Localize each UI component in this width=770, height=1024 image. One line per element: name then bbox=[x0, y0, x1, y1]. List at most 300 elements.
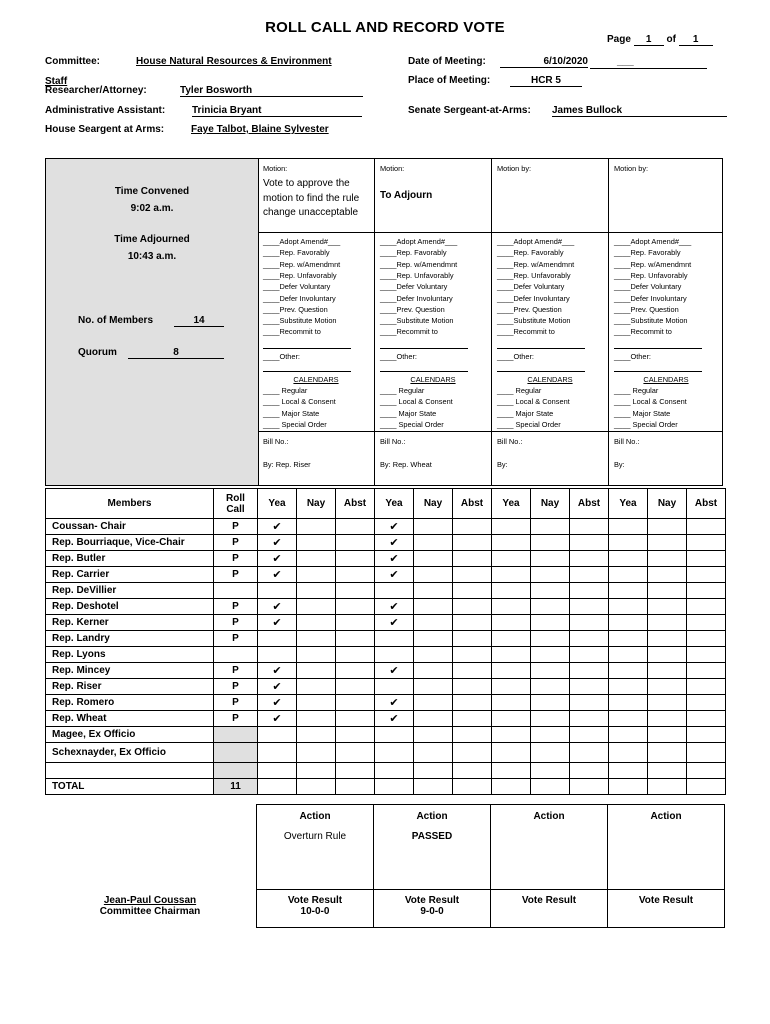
vote-cell bbox=[336, 711, 375, 727]
motion-option: ____Rep. w/Amendmnt bbox=[263, 259, 341, 269]
bill-label: Bill No.: bbox=[263, 437, 289, 446]
vote-cell bbox=[609, 599, 648, 615]
vote-cell bbox=[414, 631, 453, 647]
vote-cell: ✔ bbox=[375, 615, 414, 631]
other-line bbox=[497, 371, 585, 372]
calendar-option: ____ Major State bbox=[380, 408, 437, 418]
table-row bbox=[46, 743, 726, 763]
committee-label: Committee: bbox=[45, 56, 101, 67]
motion-by: By: bbox=[497, 460, 508, 469]
vote-cell bbox=[531, 567, 570, 583]
motion-option: ____Adopt Amend#___ bbox=[380, 237, 458, 246]
vote-cell bbox=[336, 663, 375, 679]
roll-call-cell bbox=[214, 727, 258, 743]
vote-cell bbox=[336, 567, 375, 583]
vote-cell bbox=[531, 679, 570, 695]
vote-table bbox=[45, 488, 726, 795]
other-option: ____Other: bbox=[614, 352, 651, 361]
other-option: ____Other: bbox=[380, 352, 417, 361]
vote-cell bbox=[414, 583, 453, 599]
vote-cell bbox=[609, 615, 648, 631]
motion-option: ____Defer Involuntary bbox=[614, 293, 687, 303]
vote-cell: ✔ bbox=[258, 551, 297, 567]
bill-label: Bill No.: bbox=[497, 437, 523, 446]
vote-cell bbox=[258, 727, 297, 743]
vote-cell bbox=[453, 663, 492, 679]
recommit-line bbox=[614, 348, 702, 349]
convened-value: 9:02 a.m. bbox=[130, 203, 174, 214]
vote-cell bbox=[648, 583, 687, 599]
vote-cell bbox=[336, 519, 375, 535]
member-name: Rep. Mincey bbox=[46, 663, 214, 679]
motion-option: ____Substitute Motion bbox=[614, 316, 688, 326]
vote-cell bbox=[453, 711, 492, 727]
vote-cell bbox=[453, 695, 492, 711]
motion-option: ____Rep. Unfavorably bbox=[380, 270, 454, 280]
motion-text: Vote to approve the motion to find the rule change unacceptable bbox=[263, 178, 360, 218]
vote-cell bbox=[531, 743, 570, 763]
vote-cell bbox=[492, 535, 531, 551]
other-line bbox=[380, 371, 468, 372]
vote-cell bbox=[375, 679, 414, 695]
vote-cell bbox=[648, 631, 687, 647]
total-cell bbox=[258, 779, 297, 795]
member-name: Magee, Ex Officio bbox=[46, 727, 214, 743]
motion-by: By: bbox=[614, 460, 625, 469]
bill-separator bbox=[492, 431, 608, 432]
vote-cell bbox=[609, 711, 648, 727]
member-name: Rep. Landry bbox=[46, 631, 214, 647]
member-name: Rep. Deshotel bbox=[46, 599, 214, 615]
motion-header: Motion: bbox=[263, 164, 288, 173]
action-separator bbox=[491, 889, 607, 890]
date-label: Date of Meeting: bbox=[408, 56, 486, 67]
vote-cell bbox=[492, 663, 531, 679]
motion-by: By: Rep. Riser bbox=[263, 460, 311, 469]
vote-cell bbox=[375, 743, 414, 763]
vote-cell bbox=[492, 743, 531, 763]
vote-cell bbox=[414, 727, 453, 743]
vote-cell bbox=[414, 519, 453, 535]
vote-cell bbox=[414, 567, 453, 583]
calendar-option: ____ Major State bbox=[614, 408, 671, 418]
motion-header: Motion by: bbox=[614, 164, 649, 173]
motion-option: ____Rep. Unfavorably bbox=[263, 270, 337, 280]
vote-cell bbox=[687, 615, 726, 631]
motion-header: Motion by: bbox=[497, 164, 532, 173]
table-row bbox=[46, 631, 726, 647]
vote-cell: ✔ bbox=[375, 711, 414, 727]
researcher-label: Researcher/Attorney: bbox=[45, 85, 147, 96]
vote-cell bbox=[336, 615, 375, 631]
bill-separator bbox=[609, 431, 723, 432]
quorum-value: 8 bbox=[128, 347, 224, 359]
motion-option: ____Recommit to bbox=[497, 327, 555, 337]
total-cell bbox=[336, 779, 375, 795]
vote-cell bbox=[336, 535, 375, 551]
action-separator bbox=[374, 889, 490, 890]
vote-cell bbox=[375, 583, 414, 599]
vote-cell bbox=[297, 679, 336, 695]
vote-cell bbox=[687, 551, 726, 567]
recommit-line bbox=[263, 348, 351, 349]
vote-cell bbox=[297, 711, 336, 727]
spacer-cell bbox=[414, 763, 453, 779]
vote-cell bbox=[492, 519, 531, 535]
vote-cell bbox=[297, 663, 336, 679]
motion-option: ____Recommit to bbox=[614, 327, 672, 337]
place-value: HCR 5 bbox=[510, 75, 582, 87]
motion-option: ____Rep. w/Amendmnt bbox=[380, 259, 458, 269]
calendar-option: ____ Special Order bbox=[614, 419, 678, 429]
motion-box bbox=[45, 158, 723, 486]
yea-header-2: Yea bbox=[375, 489, 414, 519]
vote-cell: ✔ bbox=[258, 679, 297, 695]
member-name: Rep. DeVillier bbox=[46, 583, 214, 599]
vote-cell bbox=[375, 631, 414, 647]
meeting-info-cell bbox=[46, 159, 259, 485]
table-row bbox=[46, 695, 726, 711]
spacer-cell bbox=[687, 763, 726, 779]
vote-cell bbox=[453, 567, 492, 583]
vote-cell bbox=[453, 647, 492, 663]
sergeant-label: House Seargent at Arms: bbox=[45, 124, 165, 135]
vote-cell bbox=[648, 647, 687, 663]
vote-cell bbox=[531, 615, 570, 631]
spacer-cell bbox=[648, 763, 687, 779]
vote-cell bbox=[258, 743, 297, 763]
spacer-cell bbox=[297, 763, 336, 779]
vote-cell bbox=[492, 631, 531, 647]
spacer-cell bbox=[336, 763, 375, 779]
calendar-option: ____ Local & Consent bbox=[614, 397, 687, 407]
vote-cell bbox=[609, 567, 648, 583]
committee-value: House Natural Resources & Environment bbox=[136, 56, 332, 67]
vote-cell bbox=[492, 695, 531, 711]
motion-header: Motion: bbox=[380, 164, 405, 173]
motion-option: ____Prev. Question bbox=[380, 304, 445, 314]
bill-label: Bill No.: bbox=[614, 437, 640, 446]
vote-cell bbox=[336, 599, 375, 615]
date-value: 6/10/2020 bbox=[500, 56, 588, 68]
vote-cell bbox=[687, 663, 726, 679]
calendar-option: ____ Local & Consent bbox=[263, 397, 336, 407]
table-row bbox=[46, 583, 726, 599]
abst-header-2: Abst bbox=[453, 489, 492, 519]
vote-cell bbox=[492, 727, 531, 743]
vote-cell bbox=[297, 535, 336, 551]
vote-cell bbox=[687, 647, 726, 663]
action-box-1 bbox=[256, 804, 374, 928]
action-result: PASSED bbox=[411, 831, 453, 842]
total-cell bbox=[687, 779, 726, 795]
roll-call-cell: P bbox=[214, 679, 258, 695]
vote-cell bbox=[648, 663, 687, 679]
motion-option: ____Adopt Amend#___ bbox=[263, 237, 341, 246]
motion-option: ____Defer Voluntary bbox=[380, 282, 448, 292]
table-spacer-row bbox=[46, 763, 726, 779]
members-value: 14 bbox=[174, 315, 224, 327]
spacer-cell bbox=[492, 763, 531, 779]
roll-call-cell bbox=[214, 743, 258, 763]
table-row bbox=[46, 727, 726, 743]
quorum-label: Quorum bbox=[78, 347, 117, 358]
total-label: TOTAL bbox=[46, 779, 214, 795]
motion-option: ____Rep. Unfavorably bbox=[497, 270, 571, 280]
vote-cell bbox=[453, 615, 492, 631]
vote-cell bbox=[687, 743, 726, 763]
vote-cell bbox=[570, 535, 609, 551]
spacer-cell bbox=[609, 763, 648, 779]
admin-label: Administrative Assistant: bbox=[45, 105, 166, 116]
vote-cell bbox=[609, 663, 648, 679]
vote-cell bbox=[297, 695, 336, 711]
vote-cell bbox=[687, 711, 726, 727]
vote-cell bbox=[297, 631, 336, 647]
vote-cell: ✔ bbox=[258, 711, 297, 727]
page-indicator bbox=[607, 34, 713, 46]
vote-cell bbox=[648, 567, 687, 583]
abst-header-3: Abst bbox=[570, 489, 609, 519]
vote-result-label: Vote Result bbox=[287, 895, 343, 906]
action-label: Action bbox=[416, 811, 448, 822]
vote-cell bbox=[609, 631, 648, 647]
vote-cell bbox=[297, 615, 336, 631]
vote-cell bbox=[492, 599, 531, 615]
spacer-cell bbox=[258, 763, 297, 779]
vote-cell bbox=[648, 599, 687, 615]
vote-cell bbox=[687, 599, 726, 615]
bill-label: Bill No.: bbox=[380, 437, 406, 446]
vote-result-value: 9-0-0 bbox=[420, 906, 444, 917]
page-of-label: of bbox=[666, 34, 676, 45]
vote-cell bbox=[570, 551, 609, 567]
vote-cell bbox=[609, 583, 648, 599]
total-cell bbox=[531, 779, 570, 795]
other-option: ____Other: bbox=[497, 352, 534, 361]
motion-option: ____Defer Involuntary bbox=[497, 293, 570, 303]
vote-cell bbox=[531, 551, 570, 567]
nay-header-4: Nay bbox=[648, 489, 687, 519]
vote-cell bbox=[297, 727, 336, 743]
member-name: Rep. Butler bbox=[46, 551, 214, 567]
spacer-cell bbox=[453, 763, 492, 779]
action-label: Action bbox=[650, 811, 682, 822]
vote-cell bbox=[570, 583, 609, 599]
roll-call-cell: P bbox=[214, 519, 258, 535]
motion-option: ____Rep. Favorably bbox=[614, 248, 681, 258]
vote-cell bbox=[531, 583, 570, 599]
total-cell bbox=[609, 779, 648, 795]
action-box-4 bbox=[607, 804, 725, 928]
vote-cell bbox=[648, 551, 687, 567]
calendar-option: ____ Special Order bbox=[380, 419, 444, 429]
motion-option: ____Adopt Amend#___ bbox=[497, 237, 575, 246]
vote-cell bbox=[648, 711, 687, 727]
vote-cell bbox=[336, 679, 375, 695]
roll-call-cell: P bbox=[214, 663, 258, 679]
vote-cell bbox=[414, 535, 453, 551]
vote-cell bbox=[414, 647, 453, 663]
vote-cell bbox=[453, 727, 492, 743]
vote-cell bbox=[453, 599, 492, 615]
yea-header-1: Yea bbox=[258, 489, 297, 519]
vote-cell bbox=[648, 695, 687, 711]
vote-cell bbox=[531, 519, 570, 535]
vote-cell bbox=[336, 727, 375, 743]
motion-option: ____Recommit to bbox=[380, 327, 438, 337]
adjourned-label: Time Adjourned bbox=[114, 234, 190, 245]
calendar-option: ____ Special Order bbox=[497, 419, 561, 429]
vote-cell bbox=[609, 679, 648, 695]
total-cell bbox=[648, 779, 687, 795]
calendar-option: ____ Regular bbox=[497, 386, 542, 395]
vote-cell bbox=[492, 567, 531, 583]
chairman-title: Committee Chairman bbox=[99, 906, 201, 917]
motion-column-3 bbox=[492, 159, 609, 485]
total-value: 11 bbox=[214, 779, 258, 795]
vote-cell bbox=[570, 679, 609, 695]
roll-call-cell: P bbox=[214, 599, 258, 615]
motion-separator bbox=[492, 232, 608, 233]
vote-cell bbox=[297, 551, 336, 567]
vote-cell bbox=[570, 711, 609, 727]
vote-cell bbox=[453, 631, 492, 647]
member-name: Rep. Riser bbox=[46, 679, 214, 695]
researcher-value: Tyler Bosworth bbox=[180, 85, 363, 97]
vote-cell bbox=[570, 615, 609, 631]
motion-option: ____Defer Voluntary bbox=[614, 282, 682, 292]
vote-cell: ✔ bbox=[375, 519, 414, 535]
vote-cell: ✔ bbox=[258, 519, 297, 535]
vote-cell bbox=[414, 743, 453, 763]
calendar-option: ____ Major State bbox=[497, 408, 554, 418]
spacer-cell bbox=[214, 763, 258, 779]
action-label: Action bbox=[533, 811, 565, 822]
vote-cell bbox=[687, 519, 726, 535]
motion-option: ____Prev. Question bbox=[497, 304, 562, 314]
member-name: Rep. Kerner bbox=[46, 615, 214, 631]
motion-column-1 bbox=[258, 159, 375, 485]
vote-cell bbox=[336, 631, 375, 647]
member-name: Schexnayder, Ex Officio bbox=[46, 743, 214, 763]
member-name: Rep. Romero bbox=[46, 695, 214, 711]
calendar-option: ____ Special Order bbox=[263, 419, 327, 429]
calendar-option: ____ Local & Consent bbox=[380, 397, 453, 407]
recommit-line bbox=[497, 348, 585, 349]
vote-cell bbox=[297, 647, 336, 663]
motion-option: ____Prev. Question bbox=[614, 304, 679, 314]
calendar-option: ____ Local & Consent bbox=[497, 397, 570, 407]
page-title: ROLL CALL AND RECORD VOTE bbox=[265, 19, 505, 36]
action-separator bbox=[257, 889, 373, 890]
motion-option: ____Substitute Motion bbox=[263, 316, 337, 326]
motion-option: ____Rep. Favorably bbox=[497, 248, 564, 258]
table-row bbox=[46, 551, 726, 567]
spacer-cell bbox=[570, 763, 609, 779]
vote-cell bbox=[570, 695, 609, 711]
calendar-option: ____ Regular bbox=[263, 386, 308, 395]
motion-by: By: Rep. Wheat bbox=[380, 460, 432, 469]
motion-option: ____Rep. Unfavorably bbox=[614, 270, 688, 280]
vote-result-label: Vote Result bbox=[404, 895, 460, 906]
vote-cell bbox=[648, 535, 687, 551]
vote-cell bbox=[531, 711, 570, 727]
roll-call-cell: P bbox=[214, 551, 258, 567]
motion-option: ____Rep. w/Amendmnt bbox=[614, 259, 692, 269]
sergeant-value: Faye Talbot, Blaine Sylvester bbox=[191, 124, 329, 135]
vote-cell bbox=[570, 567, 609, 583]
vote-cell bbox=[297, 567, 336, 583]
members-label: No. of Members bbox=[78, 315, 154, 326]
vote-cell bbox=[336, 695, 375, 711]
total-cell bbox=[492, 779, 531, 795]
other-line bbox=[614, 371, 702, 372]
vote-cell bbox=[570, 631, 609, 647]
vote-cell: ✔ bbox=[375, 551, 414, 567]
vote-cell bbox=[531, 647, 570, 663]
vote-cell: ✔ bbox=[375, 599, 414, 615]
total-cell bbox=[570, 779, 609, 795]
vote-cell bbox=[570, 743, 609, 763]
vote-result-label: Vote Result bbox=[638, 895, 694, 906]
vote-cell bbox=[531, 695, 570, 711]
vote-cell: ✔ bbox=[258, 615, 297, 631]
vote-cell: ✔ bbox=[375, 535, 414, 551]
abst-header-4: Abst bbox=[687, 489, 726, 519]
table-row bbox=[46, 535, 726, 551]
vote-cell bbox=[453, 519, 492, 535]
page-label: Page bbox=[607, 34, 631, 45]
member-name: Rep. Carrier bbox=[46, 567, 214, 583]
motion-option: ____Substitute Motion bbox=[380, 316, 454, 326]
motion-separator bbox=[258, 232, 374, 233]
spacer-cell bbox=[531, 763, 570, 779]
vote-cell: ✔ bbox=[258, 695, 297, 711]
motion-column-2 bbox=[375, 159, 492, 485]
vote-cell bbox=[531, 663, 570, 679]
roll-call-cell bbox=[214, 647, 258, 663]
vote-cell bbox=[648, 679, 687, 695]
roll-call-cell: P bbox=[214, 695, 258, 711]
vote-cell bbox=[648, 727, 687, 743]
total-cell bbox=[453, 779, 492, 795]
calendars-label: CALENDARS bbox=[293, 375, 339, 384]
abst-header-1: Abst bbox=[336, 489, 375, 519]
vote-cell: ✔ bbox=[258, 663, 297, 679]
motion-option: ____Rep. w/Amendmnt bbox=[497, 259, 575, 269]
vote-cell bbox=[687, 695, 726, 711]
vote-cell bbox=[687, 535, 726, 551]
date-extra: ___ bbox=[617, 56, 634, 67]
member-name: Coussan- Chair bbox=[46, 519, 214, 535]
motion-option: ____Defer Voluntary bbox=[263, 282, 331, 292]
table-row bbox=[46, 615, 726, 631]
vote-cell bbox=[531, 535, 570, 551]
vote-cell bbox=[609, 519, 648, 535]
roll-call-cell: P bbox=[214, 567, 258, 583]
vote-cell bbox=[687, 679, 726, 695]
page-total: 1 bbox=[679, 34, 713, 46]
date-line bbox=[590, 68, 707, 69]
senate-label: Senate Sergeant-at-Arms: bbox=[408, 105, 531, 116]
place-label: Place of Meeting: bbox=[408, 75, 491, 86]
vote-cell: ✔ bbox=[375, 663, 414, 679]
vote-result-value: 10-0-0 bbox=[300, 906, 330, 917]
roll-call-cell: P bbox=[214, 631, 258, 647]
staff-label: Staff bbox=[45, 76, 68, 87]
vote-cell: ✔ bbox=[375, 567, 414, 583]
